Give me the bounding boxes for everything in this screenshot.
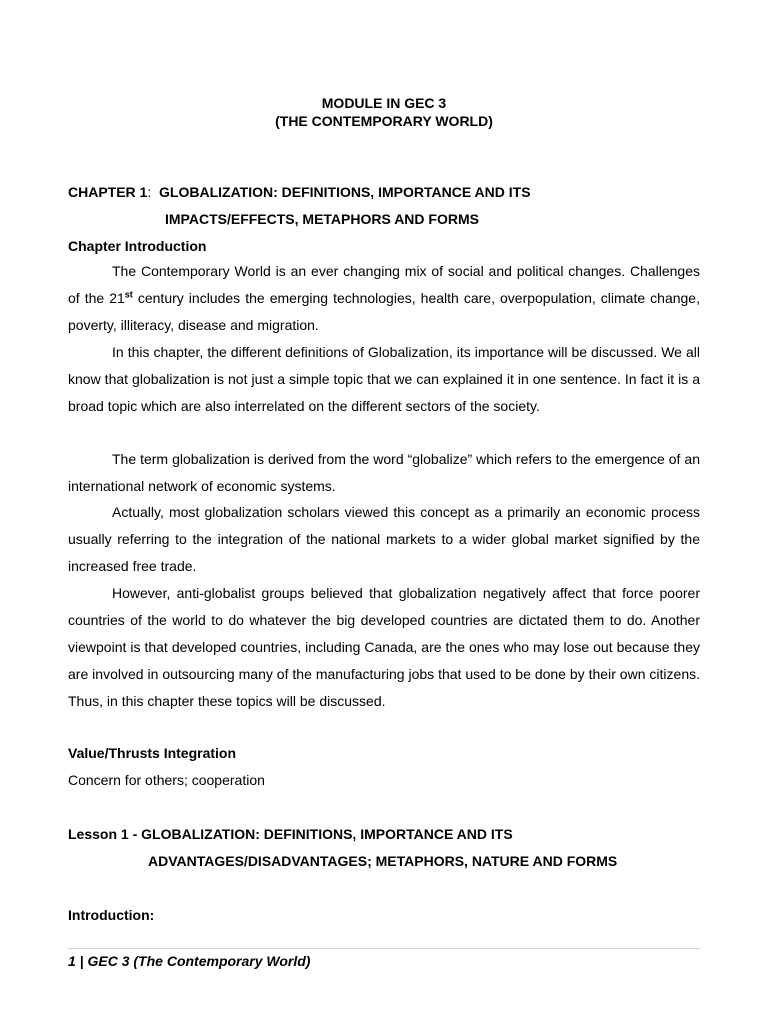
chapter-paragraph-4: Actually, most globalization scholars viewed this concept as a primarily an economic process usually referring to the integration of the national markets to a wider global market signified by the increased free trade. bbox=[68, 504, 700, 574]
chapter-paragraph-2: In this chapter, the different definitions of Globalization, its importance will be discussed. We all know that globalization is not just a simple topic that we can explained it in one sentence. In fact it is a broad topic which are also interrelated on the different sectors of the society. bbox=[68, 344, 700, 414]
footer-divider bbox=[68, 948, 700, 949]
lesson-heading: Lesson 1 - GLOBALIZATION: DEFINITIONS, IMPORTANCE AND ITS bbox=[68, 826, 513, 842]
module-title: MODULE IN GEC 3 bbox=[321, 95, 447, 111]
chapter-label: CHAPTER 1 bbox=[68, 184, 148, 200]
chapter-title-line2: IMPACTS/EFFECTS, METAPHORS AND FORMS bbox=[165, 211, 479, 227]
values-heading: Value/Thrusts Integration bbox=[68, 745, 237, 761]
values-text: Concern for others; cooperation bbox=[68, 772, 265, 788]
chapter-paragraph-5: However, anti-globalist groups believed that globalization negatively affect that force poorer countries of the world to do whatever the big developed countries are dictated them to do. Another viewpoint is that developed countries, including Canada, are the ones who may lose out because they are involved in outsourcing many of the manufacturing jobs that used to be done by their own citizens. Thus, in this chapter these topics will be discussed. bbox=[68, 585, 700, 709]
lesson-title-line1: GLOBALIZATION: DEFINITIONS, IMPORTANCE AND ITS bbox=[141, 826, 513, 842]
chapter-heading: CHAPTER 1: GLOBALIZATION: DEFINITIONS, IMPORTANCE AND ITS bbox=[68, 184, 531, 200]
chapter-title-line1: GLOBALIZATION: DEFINITIONS, IMPORTANCE AND ITS bbox=[159, 184, 531, 200]
page-footer: 1 | GEC 3 (The Contemporary World) bbox=[68, 953, 311, 969]
chapter-paragraph-3: The term globalization is derived from the word “globalize” which refers to the emergence of an international network of economic systems. bbox=[68, 451, 700, 494]
chapter-paragraph-1: The Contemporary World is an ever changing mix of social and political changes. Challenges of the 21st century includes the emerging technologies, health care, overpopulation, climate change, poverty, illiteracy, disease and migration. bbox=[68, 263, 700, 333]
lesson-intro-heading: Introduction: bbox=[68, 907, 155, 923]
lesson-title-line2: ADVANTAGES/DISADVANTAGES; METAPHORS, NATURE AND FORMS bbox=[148, 853, 618, 869]
chapter-intro-heading: Chapter Introduction bbox=[68, 238, 207, 254]
module-subtitle: (THE CONTEMPORARY WORLD) bbox=[275, 113, 493, 129]
lesson-label: Lesson 1 bbox=[68, 826, 129, 842]
